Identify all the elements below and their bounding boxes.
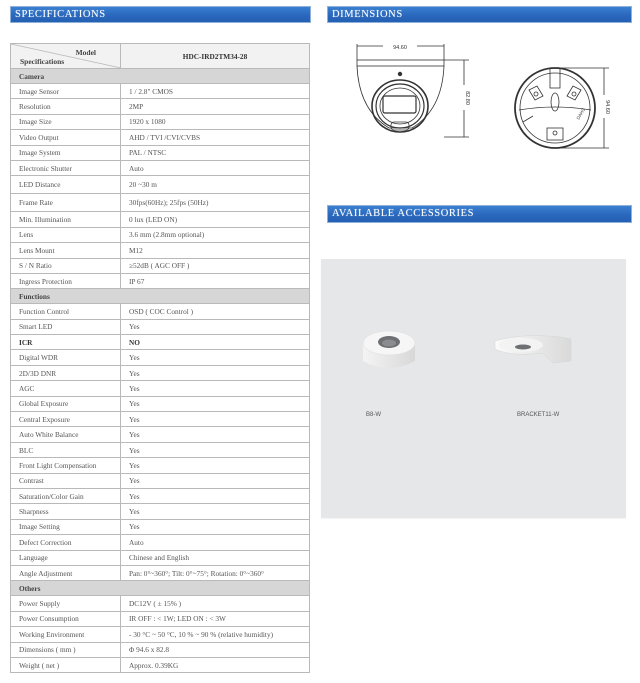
spec-label: Image Size: [11, 114, 121, 129]
spec-value: Yes: [121, 412, 310, 427]
table-row: [11, 194, 310, 212]
table-row: [11, 458, 310, 473]
spec-value: - 30 °C ~ 50 °C, 10 % ~ 90 % (relative humidity): [121, 627, 310, 642]
table-row: [11, 304, 310, 319]
section-camera: [11, 69, 310, 84]
table-row: [11, 565, 310, 580]
spec-label: Lens: [11, 227, 121, 242]
table-row: [11, 504, 310, 519]
spec-value: Auto: [121, 535, 310, 550]
accessory-label: B8-W: [366, 412, 381, 418]
table-row: [11, 473, 310, 488]
spec-label: S / N Ratio: [11, 258, 121, 273]
specifications-header: SPECIFICATIONS: [10, 6, 311, 23]
spec-label: Language: [11, 550, 121, 565]
spec-value: Yes: [121, 350, 310, 365]
spec-label: Electronic Shutter: [11, 160, 121, 175]
table-row: [11, 596, 310, 611]
accessories-panel: [321, 259, 626, 518]
section-others: [11, 581, 310, 596]
spec-label: Image Sensor: [11, 84, 121, 99]
spec-value: NO: [121, 335, 310, 350]
spec-value: Yes: [121, 319, 310, 334]
spec-label: Power Consumption: [11, 611, 121, 626]
model-label: Model: [75, 48, 96, 57]
accessory-label: BRACKET11-W: [517, 412, 560, 418]
section-title: Functions: [11, 289, 310, 304]
spec-label: Saturation/Color Gain: [11, 488, 121, 503]
header-diagonal-cell: [11, 44, 121, 69]
table-row: [11, 627, 310, 642]
spec-label: Smart LED: [11, 319, 121, 334]
spec-value: Yes: [121, 519, 310, 534]
table-header-row: [11, 44, 310, 69]
spec-value: PAL / NTSC: [121, 145, 310, 160]
table-row: [11, 381, 310, 396]
spec-value: OSD ( COC Control ): [121, 304, 310, 319]
spec-label: 2D/3D DNR: [11, 365, 121, 380]
table-row: [11, 145, 310, 160]
table-row: [11, 319, 310, 334]
spec-label: Central Exposure: [11, 412, 121, 427]
table-row: [11, 657, 310, 672]
spec-value: Yes: [121, 504, 310, 519]
section-functions: [11, 289, 310, 304]
spec-label: Weight ( net ): [11, 657, 121, 672]
dimensions-header: DIMENSIONS: [327, 6, 632, 23]
spec-value: Yes: [121, 442, 310, 457]
spec-label: Angle Adjustment: [11, 565, 121, 580]
table-row: [11, 427, 310, 442]
spec-value: 3.6 mm (2.8mm optional): [121, 227, 310, 242]
table-row: [11, 258, 310, 273]
table-row: [11, 114, 310, 129]
table-row: [11, 365, 310, 380]
accessories-header: AVAILABLE ACCESSORIES: [327, 205, 632, 223]
table-row: [11, 535, 310, 550]
spec-label: Working Environment: [11, 627, 121, 642]
table-row: [11, 412, 310, 427]
table-row: [11, 130, 310, 145]
spec-value: IR OFF : < 1W; LED ON : < 3W: [121, 611, 310, 626]
spec-value: Chinese and English: [121, 550, 310, 565]
spec-value: Yes: [121, 427, 310, 442]
table-row: [11, 99, 310, 114]
spec-value: DC12V ( ± 15% ): [121, 596, 310, 611]
spec-label: Min. Illumination: [11, 212, 121, 227]
spec-value: M12: [121, 243, 310, 258]
spec-value: IP 67: [121, 273, 310, 288]
table-row: [11, 335, 310, 350]
camera-dimension-drawing-icon: [327, 30, 632, 170]
table-row: [11, 611, 310, 626]
table-row: [11, 227, 310, 242]
spec-value: ≥52dB ( AGC OFF ): [121, 258, 310, 273]
junction-box-icon: [359, 327, 419, 377]
spec-value: 0 lux (LED ON): [121, 212, 310, 227]
spec-value: Approx. 0.39KG: [121, 657, 310, 672]
specifications-table: [10, 43, 310, 673]
spec-value: 1920 x 1080: [121, 114, 310, 129]
spec-label: Front Light Compensation: [11, 458, 121, 473]
spec-label: Function Control: [11, 304, 121, 319]
spec-label: LED Distance: [11, 176, 121, 194]
spec-label: Image Setting: [11, 519, 121, 534]
section-title: Others: [11, 581, 310, 596]
spec-label: Defect Correction: [11, 535, 121, 550]
spec-value: AHD / TVI /CVI/CVBS: [121, 130, 310, 145]
spec-value: 20 ~30 m: [121, 176, 310, 194]
table-row: [11, 642, 310, 657]
table-row: [11, 442, 310, 457]
spec-value: 1 / 2.8" CMOS: [121, 84, 310, 99]
spec-label: ICR: [11, 335, 121, 350]
front-width-label: 94.60: [393, 45, 407, 51]
spec-label: AGC: [11, 381, 121, 396]
specifications-label: Specifications: [20, 57, 65, 66]
table-row: [11, 273, 310, 288]
table-row: [11, 176, 310, 194]
table-row: [11, 243, 310, 258]
spec-value: Yes: [121, 396, 310, 411]
spec-label: Ingress Protection: [11, 273, 121, 288]
spec-label: Lens Mount: [11, 243, 121, 258]
spec-label: Video Output: [11, 130, 121, 145]
spec-value: Yes: [121, 458, 310, 473]
spec-value: 30fps(60Hz); 25fps (50Hz): [121, 194, 310, 212]
front-height-label: 82.80: [464, 91, 470, 105]
section-title: Camera: [11, 69, 310, 84]
spec-label: Frame Rate: [11, 194, 121, 212]
table-row: [11, 84, 310, 99]
spec-value: Pan: 0°~360°; Tilt: 0°~75°; Rotation: 0°~360°: [121, 565, 310, 580]
accessory-b8-w: [359, 327, 419, 382]
bottom-diameter-label: 94.60: [604, 100, 610, 114]
spec-label: Power Supply: [11, 596, 121, 611]
spec-label: Dimensions ( mm ): [11, 642, 121, 657]
spec-value: Φ 94.6 x 82.8: [121, 642, 310, 657]
spec-label: Resolution: [11, 99, 121, 114]
dimension-drawings: [327, 30, 632, 170]
accessory-bracket11-w: [491, 331, 581, 376]
table-row: [11, 350, 310, 365]
table-row: [11, 519, 310, 534]
wall-bracket-icon: [491, 331, 581, 371]
table-row: [11, 160, 310, 175]
table-row: [11, 396, 310, 411]
spec-label: Contrast: [11, 473, 121, 488]
spec-label: BLC: [11, 442, 121, 457]
spec-value: 2MP: [121, 99, 310, 114]
spec-value: Yes: [121, 473, 310, 488]
spec-label: Image System: [11, 145, 121, 160]
spec-label: Sharpness: [11, 504, 121, 519]
spec-value: Yes: [121, 381, 310, 396]
spec-value: Auto: [121, 160, 310, 175]
model-name: HDC-IRD2TM34-28: [121, 44, 310, 69]
table-row: [11, 550, 310, 565]
table-row: [11, 212, 310, 227]
spec-label: Auto White Balance: [11, 427, 121, 442]
spec-label: Global Exposure: [11, 396, 121, 411]
spec-label: Digital WDR: [11, 350, 121, 365]
spec-value: Yes: [121, 365, 310, 380]
spec-value: Yes: [121, 488, 310, 503]
table-row: [11, 488, 310, 503]
bottom-mark-label: DAHS: [575, 107, 587, 121]
